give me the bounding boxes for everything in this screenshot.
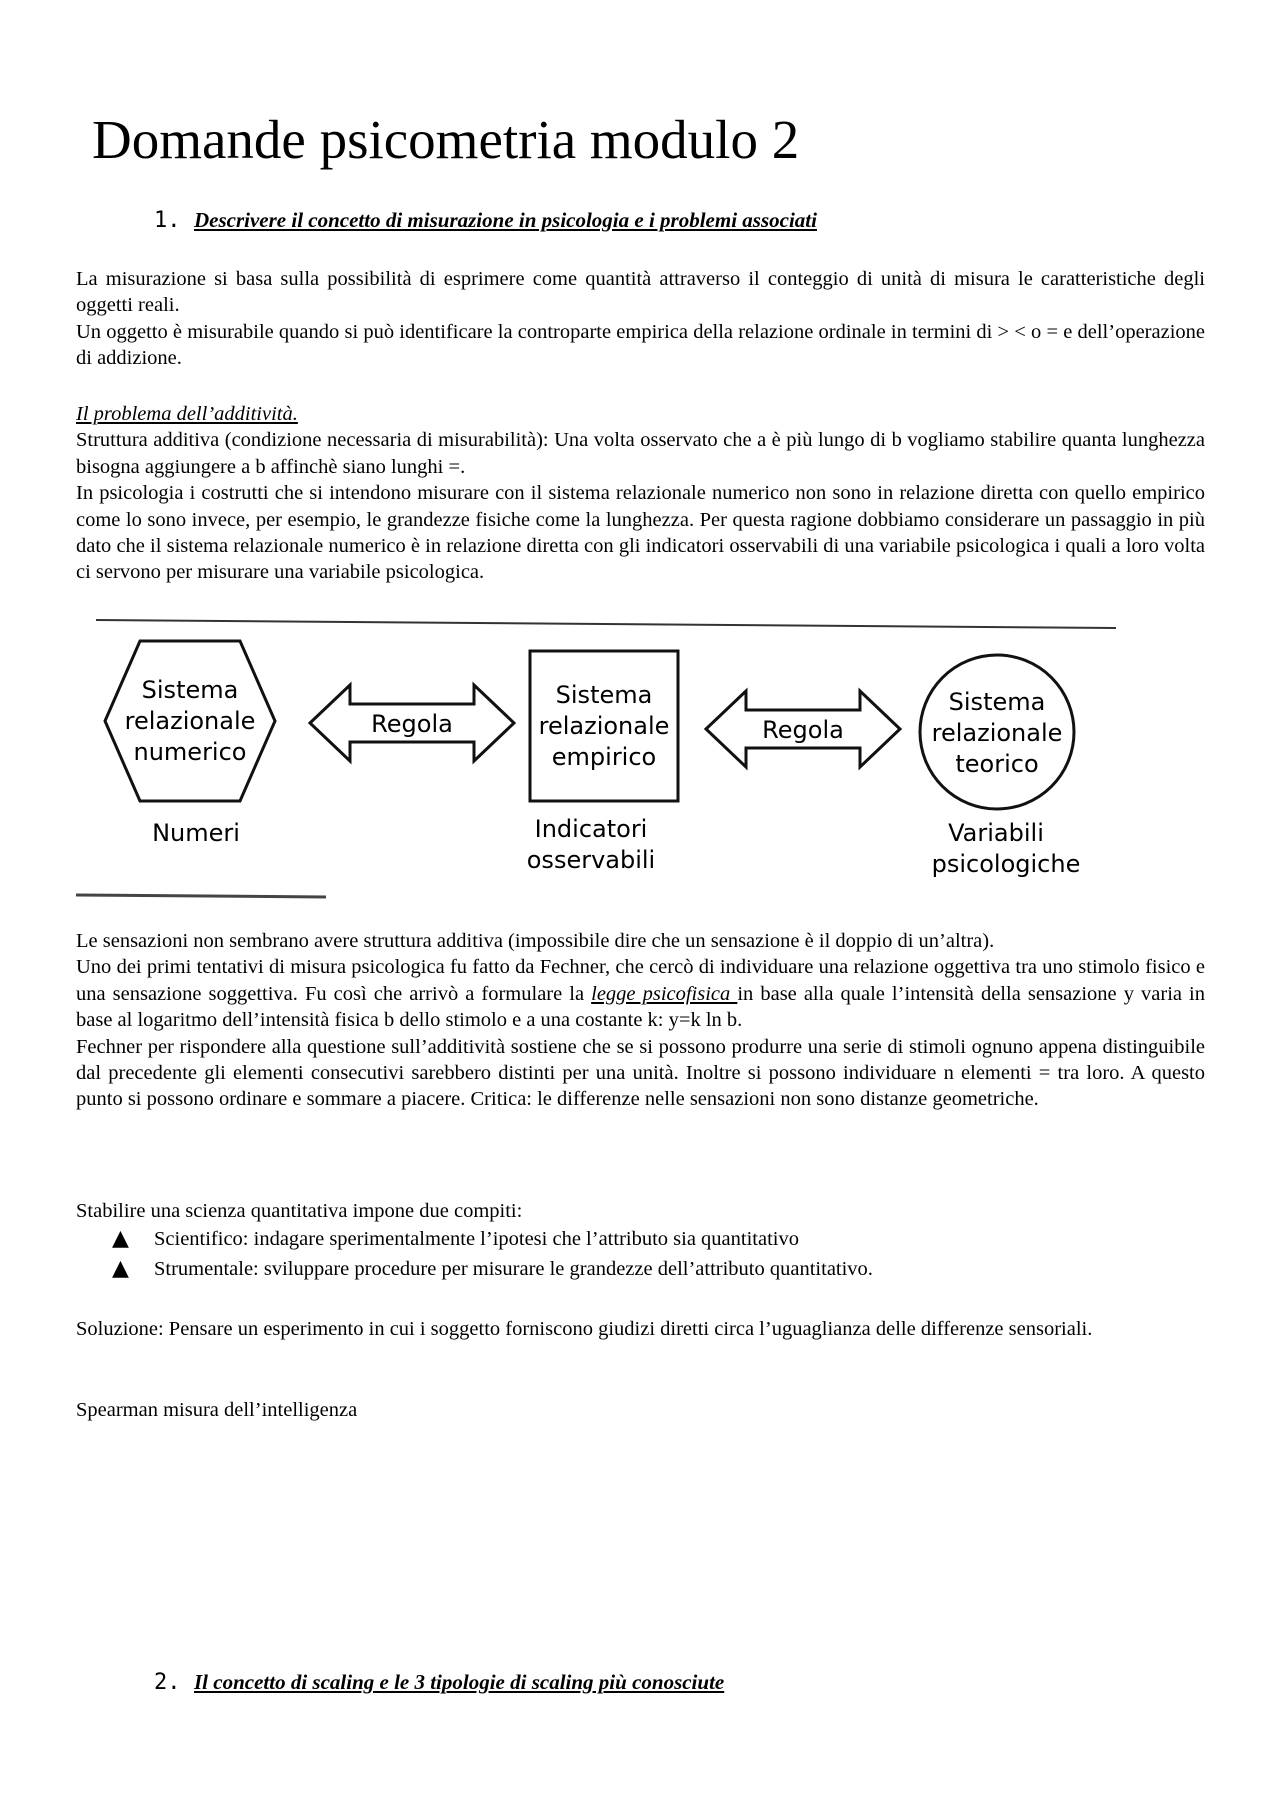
question-1-number: 1. <box>154 208 181 233</box>
hexagon-label-line-1: Sistema <box>141 676 239 704</box>
spearman-paragraph: Spearman misura dell’intelligenza <box>76 1399 358 1421</box>
question-2-number: 2. <box>154 1670 181 1695</box>
science-task-item <box>112 1254 873 1284</box>
fechner-paragraph-3: Fechner per rispondere alla questione sull’additività sostiene che se si possono produrre una serie di stimoli ognuno appena distinguibile dal precedente gli elementi consecutivi sarebbero distinti per una unità. Inoltre si possono individuare n elementi = tra loro. A questo punto si possono ordinare e sommare a piacere. Critica: le differenze nelle sensazioni non sono distanze geometriche. <box>76 1035 1205 1111</box>
page-title: Domande psicometria modulo 2 <box>92 109 800 170</box>
hexagon-label-line-2: relazionale <box>124 707 256 735</box>
triangle-bullet-icon: ▲ <box>112 1256 129 1281</box>
psychophysical-law-link: legge psicofisica <box>591 982 738 1005</box>
additivity-paragraph-2: In psicologia i costrutti che si intendono misurare con il sistema relazionale numerico non sono in relazione diretta con quello empirico come lo sono invece, per esempio, le grandezze fisiche come la lunghezza. Per questa ragione dobbiamo considerare un passaggio in più dato che il sistema relazionale numerico è in relazione diretta con gli indicatori osservabili di una variabile psicologica i quali a loro volta ci servono per misurare una variabile psicologica. <box>76 482 1205 584</box>
circle-label-line-2: relazionale <box>931 719 1063 747</box>
circle-label-line-1: Sistema <box>948 688 1046 716</box>
fechner-paragraph-2-end: in base alla quale l’intensità della sensazione y varia in base al logaritmo dell’intensità fisica b dello stimolo e a una costante k: y=k ln b. <box>76 982 1205 1032</box>
science-intro: Stabilire una scienza quantitativa impone due compiti: <box>76 1200 523 1222</box>
fechner-paragraph-2 <box>76 954 1205 1033</box>
additivity-section <box>76 401 1205 586</box>
arrow-1-label: Regola <box>371 710 453 738</box>
circle-label-line-3: teorico <box>955 750 1039 778</box>
hexagon-label-line-3: numerico <box>133 738 247 766</box>
diagram-bottom-rule <box>76 895 326 897</box>
solution-paragraph: Soluzione: Pensare un esperimento in cui i soggetto forniscono giudizi diretti circa l’uguaglianza delle differenze sensoriali. <box>76 1318 1093 1340</box>
hexagon-caption: Numeri <box>152 819 240 847</box>
science-task-list <box>112 1224 873 1284</box>
fechner-section <box>76 928 1205 1113</box>
fechner-paragraph-1: Le sensazioni non sembrano avere struttura additiva (impossibile dire che un sensazione è il doppio di un’altra). <box>76 930 995 952</box>
question-2-heading <box>154 1668 724 1697</box>
fechner-paragraph-2-start: Uno dei primi tentativi di misura psicologica fu fatto da Fechner, che cercò di individuare una relazione oggettiva tra uno stimolo fisico e una sensazione soggettiva. Fu così che arrivò a formulare la <box>76 956 1205 1005</box>
square-caption-line-1: Indicatori <box>534 815 648 843</box>
circle-caption-line-2: psicologiche <box>931 850 1081 878</box>
square-label-line-1: Sistema <box>555 681 653 709</box>
additivity-paragraph-1: Struttura additiva (condizione necessaria di misurabilità): Una volta osservato che a è più lungo di b vogliamo stabilire quanta lunghezza bisogna aggiungere a b affinchè siano lunghi =. <box>76 429 1205 478</box>
arrow-2-label: Regola <box>762 716 844 744</box>
circle-caption-line-1: Variabili <box>948 819 1044 847</box>
measurement-diagram <box>76 612 1126 902</box>
intro-paragraph-2: Un oggetto è misurabile quando si può identificare la controparte empirica della relazione ordinale in termini di > < o = e dell’operazione di addizione. <box>76 320 1205 370</box>
question-1-heading <box>154 206 817 235</box>
triangle-bullet-icon: ▲ <box>112 1226 129 1251</box>
intro-paragraph-1: La misurazione si basa sulla possibilità di esprimere come quantità attraverso il conteggio di unità di misura le caratteristiche degli oggetti reali. <box>76 268 1205 317</box>
diagram-top-rule <box>96 620 1116 628</box>
question-2-title: Il concetto di scaling e le 3 tipologie di scaling più conosciute <box>194 1670 725 1694</box>
science-task-item <box>112 1224 873 1254</box>
additivity-subtitle: Il problema dell’additività. <box>76 403 298 425</box>
square-label-line-3: empirico <box>551 743 657 771</box>
square-label-line-2: relazionale <box>538 712 670 740</box>
science-task-label: Strumentale: sviluppare procedure per misurare le grandezze dell’attributo quantitativo. <box>154 1258 873 1280</box>
question-1-title: Descrivere il concetto di misurazione in psicologia e i problemi associati <box>194 208 817 232</box>
square-caption-line-2: osservabili <box>526 846 656 874</box>
science-task-label: Scientifico: indagare sperimentalmente l’ipotesi che l’attributo sia quantitativo <box>154 1228 799 1250</box>
intro-section <box>76 266 1205 372</box>
